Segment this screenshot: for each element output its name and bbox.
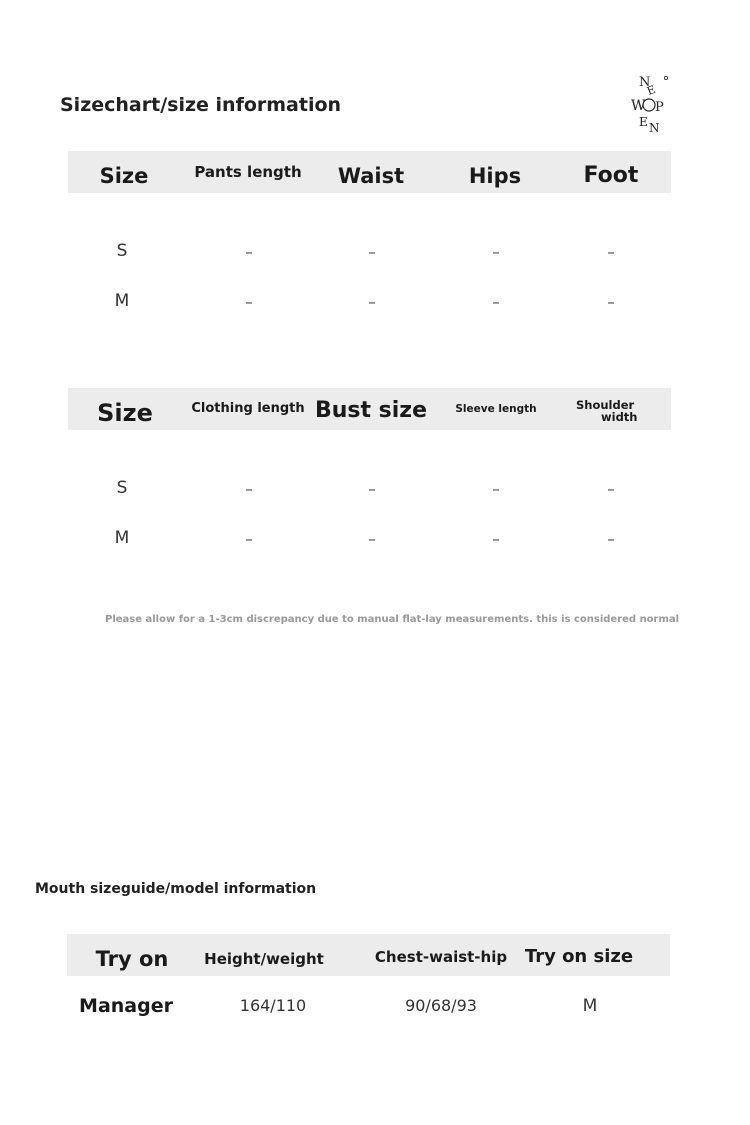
- model-cell-chest-waist-hip: 90/68/93: [405, 996, 477, 1015]
- table1-cell-hips: –: [492, 293, 500, 311]
- table1-cell-foot: –: [607, 293, 615, 311]
- model-table-header-height-weight: Height/weight: [204, 950, 324, 968]
- table1-cell-pants-length: –: [245, 243, 253, 261]
- table2-cell-shoulder-width: –: [607, 530, 615, 548]
- table1-header-hips: Hips: [468, 164, 522, 188]
- svg-text:W: W: [631, 98, 646, 114]
- model-info-title: Mouth sizeguide/model information: [35, 881, 317, 897]
- table1-cell-size: M: [114, 291, 130, 311]
- model-cell-try-on-size: M: [582, 996, 598, 1016]
- size-chart-title: Sizechart/size information: [60, 94, 342, 116]
- svg-text:E: E: [645, 82, 658, 98]
- table2-cell-size: M: [114, 528, 130, 548]
- table1-header-waist: Waist: [337, 164, 405, 188]
- table1-cell-pants-length: –: [245, 293, 253, 311]
- model-cell-name: Manager: [79, 995, 173, 1017]
- brand-logo: [622, 70, 678, 142]
- svg-text:N: N: [649, 121, 660, 135]
- table2-cell-bust-size: –: [368, 530, 376, 548]
- table2-cell-shoulder-width: –: [607, 480, 615, 498]
- table1-cell-foot: –: [607, 243, 615, 261]
- table1-header-foot: Foot: [583, 163, 639, 188]
- svg-text:N: N: [639, 75, 651, 90]
- table2-header-shoulder: Shoulder: [576, 398, 635, 412]
- table2-cell-sleeve-length: –: [492, 480, 500, 498]
- table1-cell-waist: –: [368, 293, 376, 311]
- measurement-note: Please allow for a 1-3cm discrepancy due to manual flat-lay measurements. this is considered normal: [105, 614, 680, 625]
- table2-cell-clothing-length: –: [245, 480, 253, 498]
- model-cell-height-weight: 164/110: [239, 996, 307, 1015]
- table2-header-sleeve-length: Sleeve length: [455, 403, 537, 415]
- table2-cell-size: S: [116, 478, 128, 498]
- svg-text:E: E: [639, 115, 648, 129]
- table1-header-pants-length: Pants length: [194, 163, 302, 181]
- table1-cell-waist: –: [368, 243, 376, 261]
- table2-header: [68, 388, 671, 430]
- table2-cell-bust-size: –: [368, 480, 376, 498]
- model-table-header: [67, 934, 670, 976]
- table2-header-width: width: [601, 410, 638, 424]
- table2-header-clothing-length: Clothing length: [191, 401, 305, 416]
- table2-header-size: Size: [97, 399, 153, 427]
- svg-text:P: P: [655, 100, 664, 115]
- model-table-header-try-on: Try on: [95, 947, 169, 971]
- table2-cell-clothing-length: –: [245, 530, 253, 548]
- model-table-header-chest-waist-hip: Chest-waist-hip: [374, 948, 508, 966]
- table2-cell-sleeve-length: –: [492, 530, 500, 548]
- table1-cell-hips: –: [492, 243, 500, 261]
- table1-header: [68, 151, 671, 193]
- table2-header-bust-size: Bust size: [314, 398, 428, 423]
- model-table-header-try-on-size: Try on size: [524, 946, 634, 967]
- table1-header-size: Size: [99, 164, 149, 188]
- table1-cell-size: S: [116, 241, 128, 261]
